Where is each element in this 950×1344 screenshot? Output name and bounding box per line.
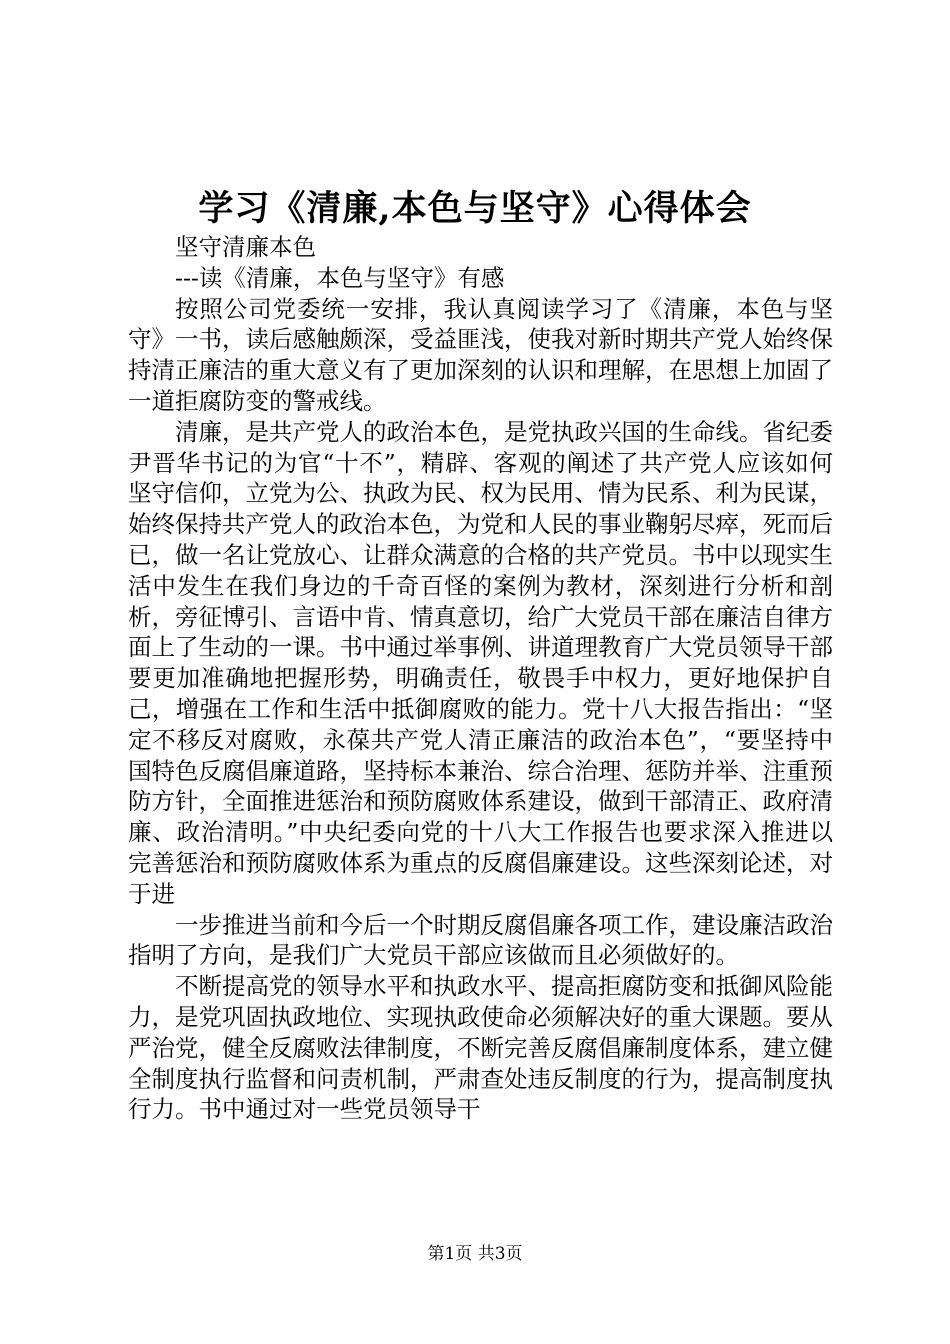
paragraph-3: 一步推进当前和今后一个时期反腐倡廉各项工作，建设廉洁政治指明了方向，是我们广大党员干部应该做而且必须做好的。	[128, 910, 833, 970]
paragraph-1: 按照公司党委统一安排，我认真阅读学习了《清廉，本色与坚守》一书，读后感触颇深，受益匪浅，使我对新时期共产党人始终保持清正廉洁的重大意义有了更加深刻的认识和理解，在思想上加固了一道拒腐防变的警戒线。	[128, 294, 833, 415]
paragraph-4: 不断提高党的领导水平和执政水平、提高拒腐防变和抵御风险能力，是党巩固执政地位、实现执政使命必须解决好的重大课题。要从严治党，健全反腐败法律制度，不断完善反腐倡廉制度体系，建立健全制度执行监督和问责机制，严肃查处违反制度的行为，提高制度执行力。书中通过对一些党员领导干	[128, 972, 833, 1124]
subtitle: 坚守清廉本色	[175, 233, 316, 261]
document-title: 学习《清廉,本色与坚守》心得体会	[198, 188, 752, 229]
paragraph-2: 清廉，是共产党人的政治本色，是党执政兴国的生命线。省纪委尹晋华书记的为官“十不”，精辟、客观的阐述了共产党人应该如何坚守信仰，立党为公、执政为民、权为民用、情为民系、利为民谋，始终保持共产党人的政治本色，为党和人民的事业鞠躬尽瘁，死而后已，做一名让党放心、让群众满意的合格的共产党员。书中以现实生活中发生在我们身边的千奇百怪的案例为教材，深刻进行分析和剖析，旁征博引、言语中肯、情真意切，给广大党员干部在廉洁自律方面上了生动的一课。书中通过举事例、讲道理教育广大党员领导干部要更加准确地把握形势，明确责任，敬畏手中权力，更好地保护自己，增强在工作和生活中抵御腐败的能力。党十八大报告指出：“坚定不移反对腐败，永葆共产党人清正廉洁的政治本色”，“要坚持中国特色反腐倡廉道路，坚持标本兼治、综合治理、惩防并举、注重预防方针，全面推进惩治和预防腐败体系建设，做到干部清正、政府清廉、政治清明。”中央纪委向党的十八大工作报告也要求深入推进以完善惩治和预防腐败体系为重点的反腐倡廉建设。这些深刻论述，对于进	[128, 417, 833, 908]
document-body	[128, 232, 833, 1125]
page-footer: 第1页 共3页	[427, 1244, 523, 1264]
subtitle-2: ---读《清廉，本色与坚守》有感	[175, 263, 505, 292]
